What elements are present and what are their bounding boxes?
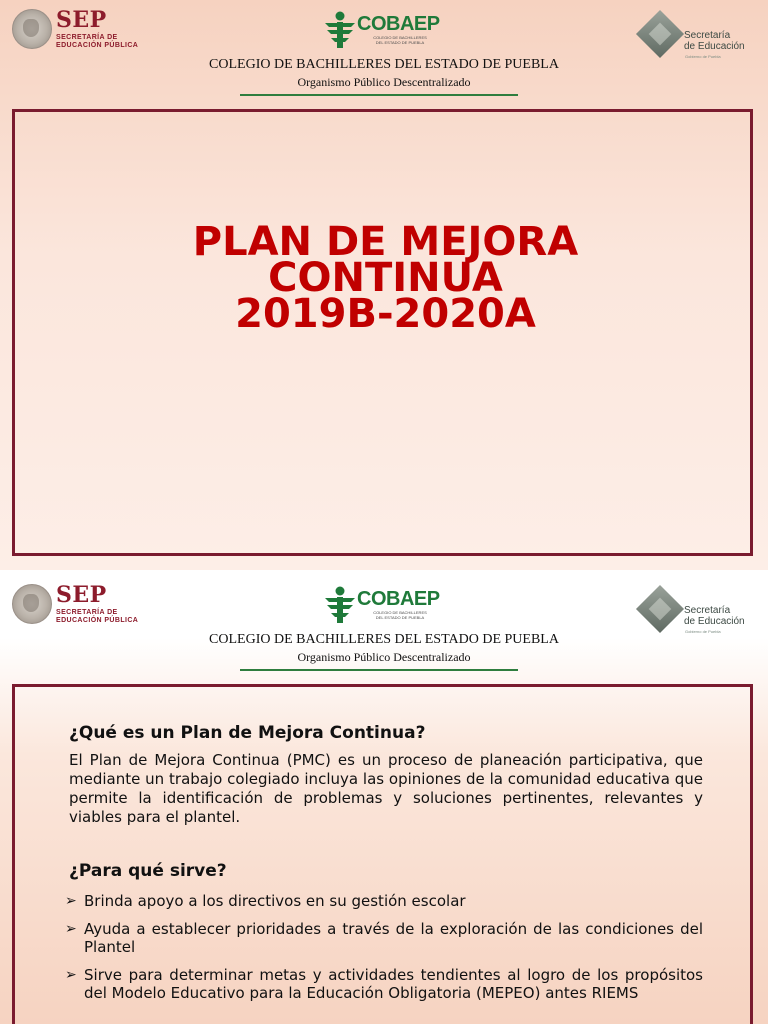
list-item-text: Ayuda a establecer prioridades a través de la exploración de las condiciones del Plantel bbox=[84, 920, 703, 956]
definition-paragraph: El Plan de Mejora Continua (PMC) es un proceso de planeación participativa, que mediante un trabajo colegiado incluya las opiniones de la comunidad educativa que permite la identificación de problemas y soluciones pertinentes, relevantes y viables para el plantel. bbox=[69, 751, 703, 826]
cobaep-logo-title: COBAEP bbox=[357, 588, 440, 610]
question-heading: ¿Qué es un Plan de Mejora Continua? bbox=[69, 723, 426, 743]
arrow-bullet-icon: ➢ bbox=[65, 921, 77, 937]
diamond-emblem-icon bbox=[636, 10, 684, 58]
sep-logo-title: SEP bbox=[56, 7, 107, 33]
organism-label: Organismo Público Descentralizado bbox=[297, 650, 471, 664]
arrow-bullet-icon: ➢ bbox=[65, 893, 77, 909]
cobaep-logo-subtitle: COLEGIO DE BACHILLERES DEL ESTADO DE PUEBLA bbox=[373, 35, 427, 45]
slide-header bbox=[0, 0, 768, 100]
list-item bbox=[65, 966, 703, 1002]
mexican-seal-icon bbox=[12, 9, 52, 49]
sep-logo bbox=[12, 9, 142, 53]
slide-content bbox=[65, 723, 703, 1012]
purpose-heading: ¿Para qué sirve? bbox=[69, 861, 227, 881]
title-line: 2019B-2020A bbox=[235, 291, 536, 337]
title-frame bbox=[12, 109, 753, 556]
cobaep-logo bbox=[323, 586, 443, 626]
purpose-list bbox=[65, 892, 703, 1002]
header-divider bbox=[240, 94, 518, 96]
diamond-emblem-icon bbox=[636, 585, 684, 633]
arrow-bullet-icon: ➢ bbox=[65, 967, 77, 983]
se-logo-title: Secretaría de Educación bbox=[684, 30, 745, 52]
header-divider bbox=[240, 669, 518, 671]
sep-logo bbox=[12, 584, 142, 628]
mexican-seal-icon bbox=[12, 584, 52, 624]
cobaep-logo-subtitle: COLEGIO DE BACHILLERES DEL ESTADO DE PUEBLA bbox=[373, 610, 427, 620]
sep-logo-subtitle: SECRETARÍA DE EDUCACIÓN PÚBLICA bbox=[56, 34, 139, 49]
list-item-text: Sirve para determinar metas y actividades tendientes al logro de los propósitos del Modelo Educativo para la Educación Obligatoria (MEPEO) antes RIEMS bbox=[84, 966, 703, 1002]
title-line: CONTINUA bbox=[268, 255, 503, 301]
cobaep-figure-icon bbox=[323, 11, 357, 49]
se-logo-subtitle: Gobierno de Puebla bbox=[685, 629, 721, 634]
cobaep-logo-title: COBAEP bbox=[357, 13, 440, 35]
se-logo-title: Secretaría de Educación bbox=[684, 605, 745, 627]
cobaep-logo bbox=[323, 11, 443, 51]
list-item bbox=[65, 920, 703, 956]
plan-title bbox=[15, 219, 756, 337]
slide-definition bbox=[0, 575, 768, 1024]
college-name: COLEGIO DE BACHILLERES DEL ESTADO DE PUEBLA bbox=[209, 632, 559, 647]
se-logo-subtitle: Gobierno de Puebla bbox=[685, 54, 721, 59]
list-item bbox=[65, 892, 703, 910]
list-item-text: Brinda apoyo a los directivos en su gestión escolar bbox=[84, 892, 466, 910]
slide-header bbox=[0, 575, 768, 675]
title-line: PLAN DE MEJORA bbox=[192, 219, 579, 265]
sep-logo-subtitle: SECRETARÍA DE EDUCACIÓN PÚBLICA bbox=[56, 609, 139, 624]
college-name: COLEGIO DE BACHILLERES DEL ESTADO DE PUEBLA bbox=[209, 57, 559, 72]
sep-logo-title: SEP bbox=[56, 582, 107, 608]
cobaep-figure-icon bbox=[323, 586, 357, 624]
organism-label: Organismo Público Descentralizado bbox=[297, 75, 471, 89]
